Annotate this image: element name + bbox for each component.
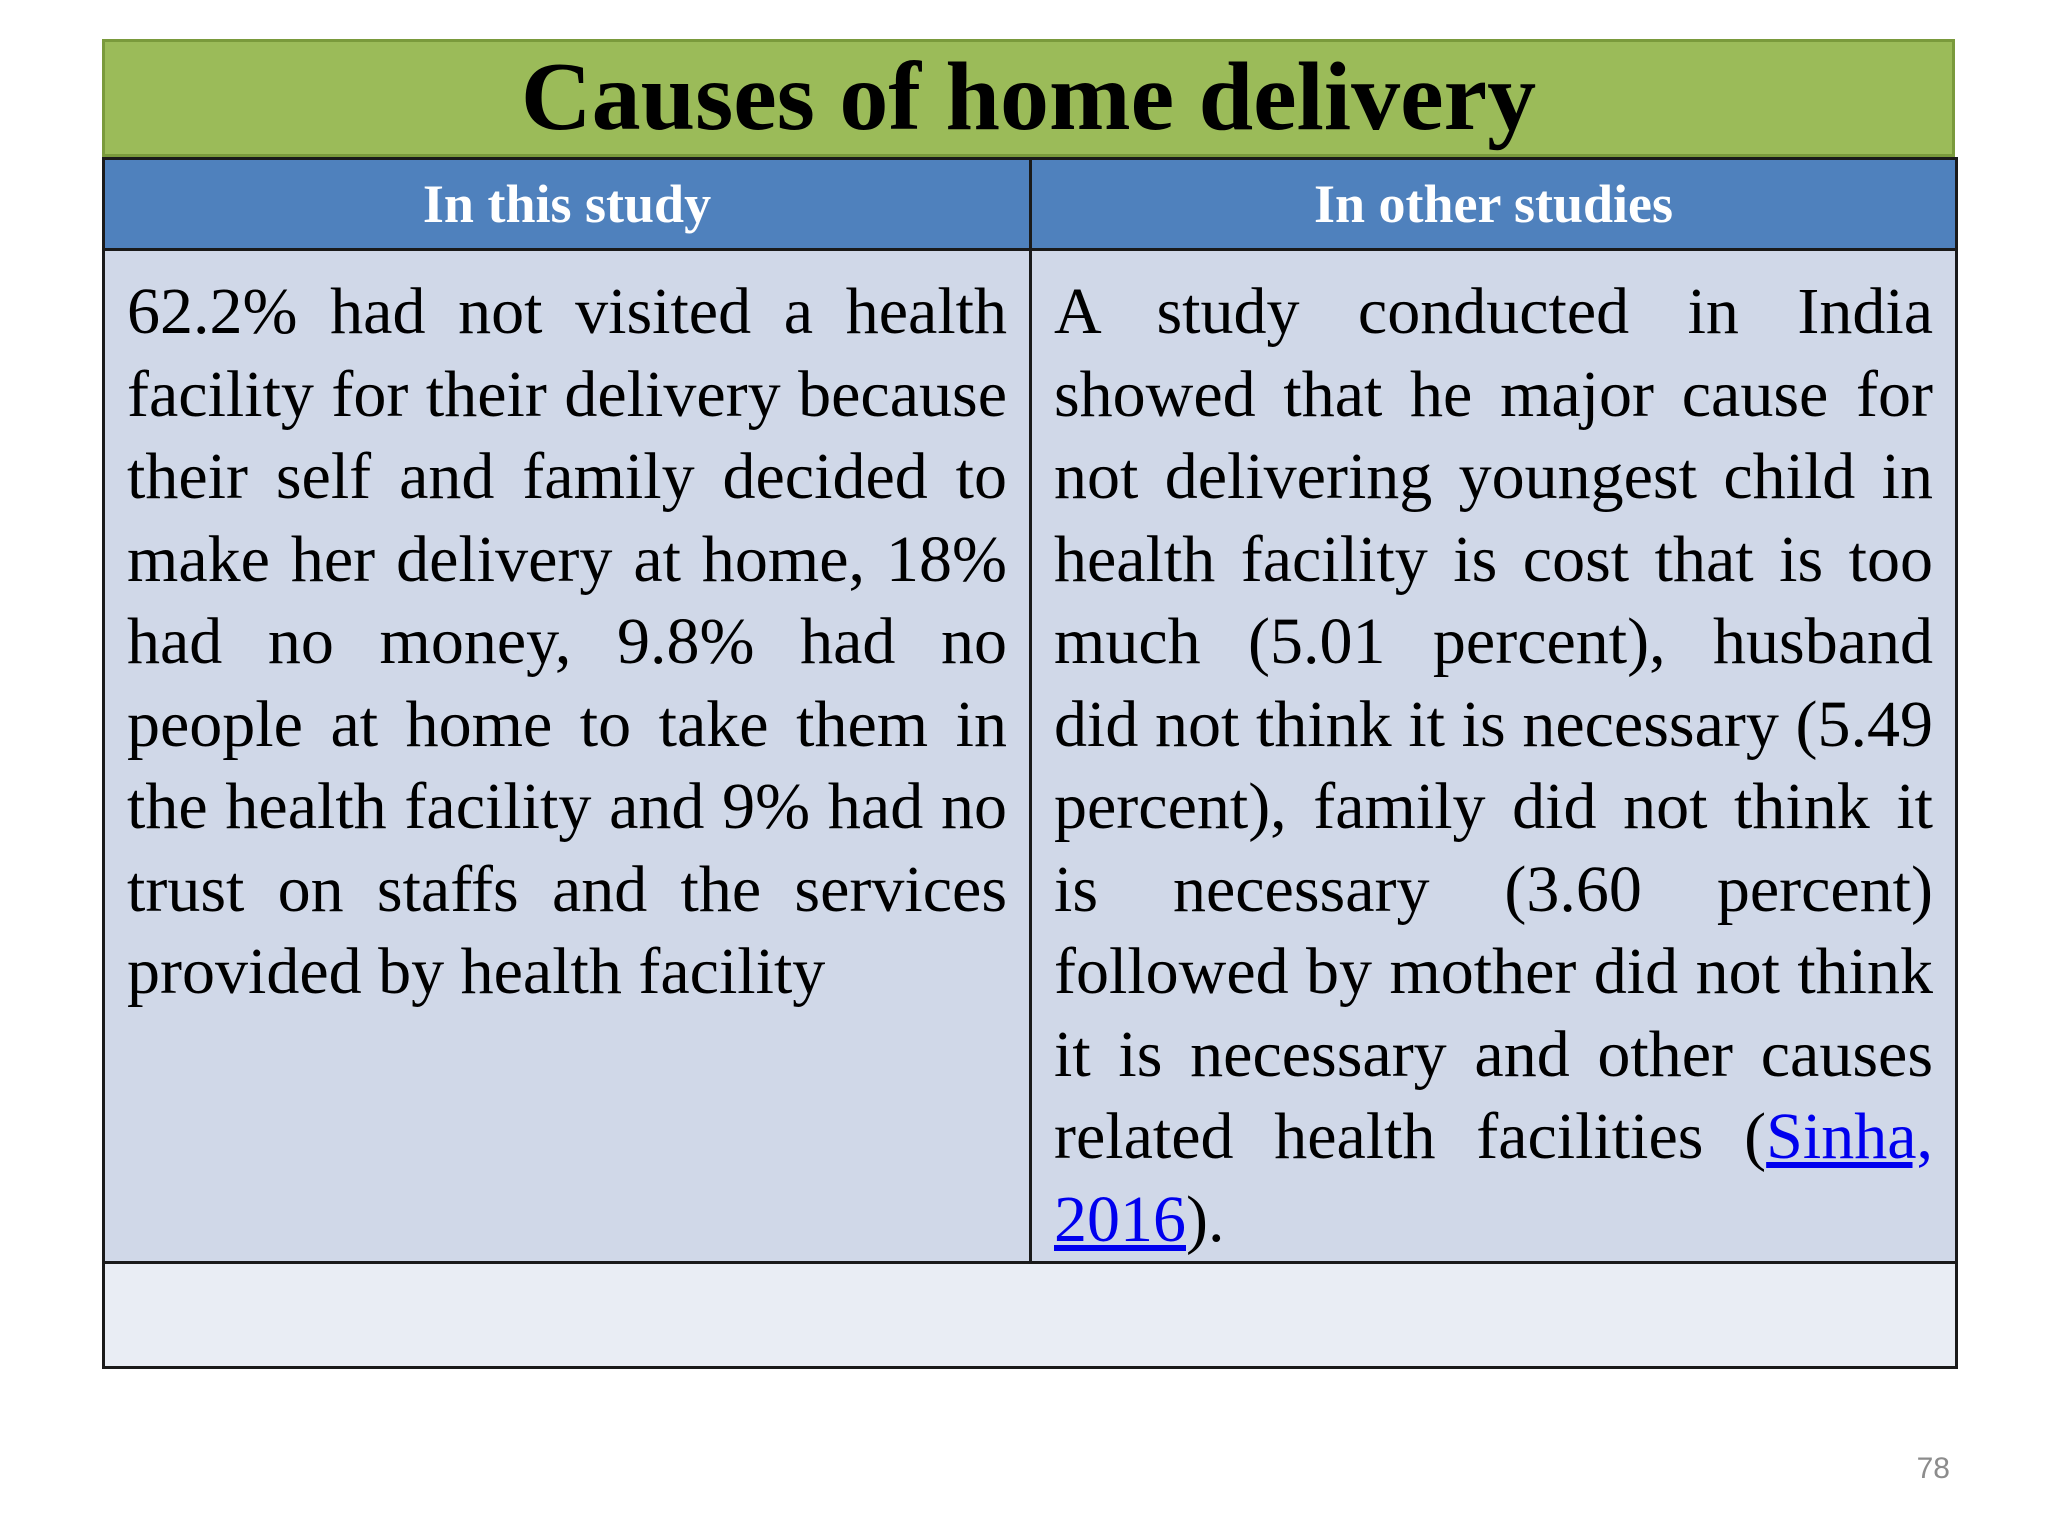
table-row [104, 250, 1957, 1263]
citation-link[interactable]: Sinha, 2016 [1054, 1100, 1933, 1256]
slide-title: Causes of home delivery [520, 43, 1537, 151]
table-header-row [104, 159, 1957, 250]
citation-suffix: ). [1186, 1182, 1225, 1256]
this-study-text: 62.2% had not visited a health facility for their delivery because their self and family decided to make her delivery at home, 18% had no money, 9.8% had no people at home to take them in the health facility and 9% had no trust on staffs and the services provided by health facility [127, 275, 1007, 1008]
this-study-cell [104, 250, 1031, 1263]
other-studies-cell [1031, 250, 1957, 1263]
empty-table-row [104, 1263, 1957, 1368]
header-this-study: In this study [104, 159, 1031, 250]
empty-cell [104, 1263, 1957, 1368]
other-studies-paragraph [1054, 271, 1933, 1261]
header-other-studies: In other studies [1031, 159, 1957, 250]
comparison-table [102, 157, 1958, 1369]
slide-title-bar [102, 39, 1955, 157]
other-studies-text: A study conducted in India showed that he major cause for not delivering youngest child in health facility is cost that is too much (5.01 percent), husband did not think it is necessary (5.49 percent), family did not think it is necessary (3.60 percent) followed by mother did not think it is necessary and other causes related health facilities ( [1054, 275, 1933, 1173]
page-number: 78 [1916, 1452, 1950, 1485]
